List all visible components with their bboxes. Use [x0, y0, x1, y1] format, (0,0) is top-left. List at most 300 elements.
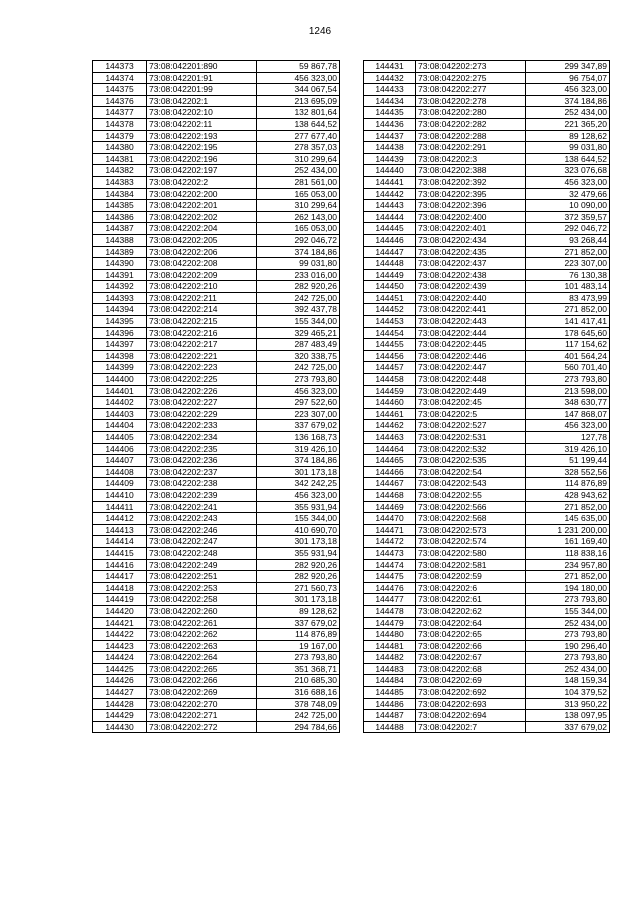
cadastral-value: 320 338,75	[257, 350, 340, 362]
cadastral-number: 73:08:042202:392	[416, 176, 526, 188]
cadastral-number: 73:08:042202:229	[147, 408, 257, 420]
table-row	[93, 107, 340, 119]
cadastral-number: 73:08:042202:449	[416, 385, 526, 397]
cadastral-number: 73:08:042202:543	[416, 478, 526, 490]
cadastral-number: 73:08:042202:209	[147, 269, 257, 281]
row-number: 144459	[364, 385, 416, 397]
cadastral-value: 319 426,10	[526, 443, 610, 455]
cadastral-value: 271 852,00	[526, 501, 610, 513]
cadastral-number: 73:08:042202:438	[416, 269, 526, 281]
table-row	[364, 223, 610, 235]
row-number: 144486	[364, 698, 416, 710]
cadastral-value: 99 031,80	[257, 258, 340, 270]
cadastral-number: 73:08:042202:200	[147, 188, 257, 200]
row-number: 144381	[93, 153, 147, 165]
cadastral-number: 73:08:042202:275	[416, 72, 526, 84]
table-row	[364, 501, 610, 513]
cadastral-value: 210 685,30	[257, 675, 340, 687]
cadastral-value: 51 199,44	[526, 455, 610, 467]
cadastral-value: 161 169,40	[526, 536, 610, 548]
table-row	[364, 698, 610, 710]
table-row	[93, 176, 340, 188]
table-row	[364, 408, 610, 420]
cadastral-number: 73:08:042202:531	[416, 432, 526, 444]
cadastral-number: 73:08:042202:66	[416, 640, 526, 652]
cadastral-value: 348 630,77	[526, 397, 610, 409]
table-row	[364, 374, 610, 386]
row-number: 144467	[364, 478, 416, 490]
cadastral-value: 104 379,52	[526, 687, 610, 699]
cadastral-value: 401 564,24	[526, 350, 610, 362]
table-row	[364, 350, 610, 362]
row-number: 144424	[93, 652, 147, 664]
row-number: 144430	[93, 721, 147, 733]
cadastral-value: 273 793,80	[526, 652, 610, 664]
row-number: 144410	[93, 489, 147, 501]
row-number: 144398	[93, 350, 147, 362]
row-number: 144431	[364, 61, 416, 73]
cadastral-number: 73:08:042202:61	[416, 594, 526, 606]
cadastral-value: 337 679,02	[526, 721, 610, 733]
cadastral-number: 73:08:042202:264	[147, 652, 257, 664]
row-number: 144394	[93, 304, 147, 316]
cadastral-value: 310 299,64	[257, 153, 340, 165]
cadastral-value: 560 701,40	[526, 362, 610, 374]
row-number: 144389	[93, 246, 147, 258]
cadastral-number: 73:08:042202:54	[416, 466, 526, 478]
cadastral-value: 301 173,18	[257, 594, 340, 606]
cadastral-value: 147 868,07	[526, 408, 610, 420]
cadastral-number: 73:08:042202:10	[147, 107, 257, 119]
cadastral-value: 328 552,56	[526, 466, 610, 478]
table-row	[93, 165, 340, 177]
cadastral-number: 73:08:042202:440	[416, 292, 526, 304]
row-number: 144473	[364, 547, 416, 559]
row-number: 144404	[93, 420, 147, 432]
cadastral-value: 281 561,00	[257, 176, 340, 188]
cadastral-value: 118 838,16	[526, 547, 610, 559]
cadastral-number: 73:08:042202:265	[147, 663, 257, 675]
cadastral-number: 73:08:042202:237	[147, 466, 257, 478]
row-number: 144457	[364, 362, 416, 374]
cadastral-value: 223 307,00	[526, 258, 610, 270]
cadastral-number: 73:08:042202:434	[416, 234, 526, 246]
cadastral-number: 73:08:042202:444	[416, 327, 526, 339]
table-row	[93, 211, 340, 223]
table-row	[364, 710, 610, 722]
table-row	[93, 95, 340, 107]
cadastral-value: 148 159,34	[526, 675, 610, 687]
cadastral-value: 165 053,00	[257, 223, 340, 235]
cadastral-value: 319 426,10	[257, 443, 340, 455]
table-row	[93, 223, 340, 235]
row-number: 144450	[364, 281, 416, 293]
row-number: 144465	[364, 455, 416, 467]
cadastral-value: 132 801,64	[257, 107, 340, 119]
row-number: 144397	[93, 339, 147, 351]
cadastral-value: 456 323,00	[526, 420, 610, 432]
cadastral-value: 252 434,00	[257, 165, 340, 177]
table-row	[93, 292, 340, 304]
cadastral-value: 278 357,03	[257, 142, 340, 154]
row-number: 144403	[93, 408, 147, 420]
row-number: 144384	[93, 188, 147, 200]
cadastral-value: 233 016,00	[257, 269, 340, 281]
row-number: 144423	[93, 640, 147, 652]
table-row	[364, 385, 610, 397]
cadastral-number: 73:08:042202:236	[147, 455, 257, 467]
row-number: 144456	[364, 350, 416, 362]
table-row	[364, 200, 610, 212]
table-row	[364, 443, 610, 455]
row-number: 144412	[93, 513, 147, 525]
cadastral-number: 73:08:042202:227	[147, 397, 257, 409]
table-row	[93, 698, 340, 710]
cadastral-number: 73:08:042202:67	[416, 652, 526, 664]
table-row	[93, 675, 340, 687]
row-number: 144439	[364, 153, 416, 165]
table-row	[364, 489, 610, 501]
table-row	[93, 478, 340, 490]
table-row	[364, 559, 610, 571]
row-number: 144469	[364, 501, 416, 513]
row-number: 144484	[364, 675, 416, 687]
table-row	[364, 316, 610, 328]
cadastral-number: 73:08:042202:249	[147, 559, 257, 571]
cadastral-number: 73:08:042202:692	[416, 687, 526, 699]
row-number: 144485	[364, 687, 416, 699]
table-row	[364, 513, 610, 525]
cadastral-value: 456 323,00	[257, 385, 340, 397]
row-number: 144427	[93, 687, 147, 699]
cadastral-value: 456 323,00	[526, 176, 610, 188]
cadastral-value: 344 067,54	[257, 84, 340, 96]
cadastral-value: 138 644,52	[526, 153, 610, 165]
cadastral-number: 73:08:042202:435	[416, 246, 526, 258]
table-row	[364, 687, 610, 699]
cadastral-number: 73:08:042202:55	[416, 489, 526, 501]
cadastral-number: 73:08:042202:263	[147, 640, 257, 652]
row-number: 144451	[364, 292, 416, 304]
cadastral-number: 73:08:042201:890	[147, 61, 257, 73]
table-row	[364, 95, 610, 107]
table-row	[364, 72, 610, 84]
table-row	[93, 547, 340, 559]
row-number: 144440	[364, 165, 416, 177]
table-row	[93, 594, 340, 606]
table-row	[364, 478, 610, 490]
table-row	[93, 652, 340, 664]
cadastral-value: 273 793,80	[526, 594, 610, 606]
table-row	[364, 594, 610, 606]
cadastral-number: 73:08:042202:269	[147, 687, 257, 699]
cadastral-value: 165 053,00	[257, 188, 340, 200]
cadastral-value: 89 128,62	[257, 605, 340, 617]
cadastral-value: 282 920,26	[257, 281, 340, 293]
row-number: 144487	[364, 710, 416, 722]
row-number: 144438	[364, 142, 416, 154]
cadastral-number: 73:08:042202:223	[147, 362, 257, 374]
row-number: 144454	[364, 327, 416, 339]
table-row	[364, 629, 610, 641]
cadastral-value: 299 347,89	[526, 61, 610, 73]
cadastral-number: 73:08:042202:396	[416, 200, 526, 212]
table-row	[93, 153, 340, 165]
table-row	[93, 629, 340, 641]
cadastral-number: 73:08:042202:291	[416, 142, 526, 154]
row-number: 144482	[364, 652, 416, 664]
cadastral-value: 93 268,44	[526, 234, 610, 246]
cadastral-number: 73:08:042202:62	[416, 605, 526, 617]
row-number: 144442	[364, 188, 416, 200]
cadastral-number: 73:08:042202:273	[416, 61, 526, 73]
row-number: 144399	[93, 362, 147, 374]
row-number: 144480	[364, 629, 416, 641]
row-number: 144421	[93, 617, 147, 629]
cadastral-number: 73:08:042202:270	[147, 698, 257, 710]
table-row	[364, 339, 610, 351]
table-row	[93, 142, 340, 154]
cadastral-value: 271 852,00	[526, 304, 610, 316]
table-row	[364, 118, 610, 130]
cadastral-number: 73:08:042202:195	[147, 142, 257, 154]
cadastral-number: 73:08:042202:437	[416, 258, 526, 270]
row-number: 144417	[93, 571, 147, 583]
cadastral-value: 252 434,00	[526, 107, 610, 119]
table-row	[93, 61, 340, 73]
cadastral-value: 83 473,99	[526, 292, 610, 304]
cadastral-number: 73:08:042202:204	[147, 223, 257, 235]
cadastral-value: 374 184,86	[257, 455, 340, 467]
cadastral-number: 73:08:042202:278	[416, 95, 526, 107]
cadastral-value: 428 943,62	[526, 489, 610, 501]
cadastral-number: 73:08:042202:235	[147, 443, 257, 455]
row-number: 144460	[364, 397, 416, 409]
cadastral-number: 73:08:042202:193	[147, 130, 257, 142]
cadastral-value: 213 598,00	[526, 385, 610, 397]
table-row	[364, 536, 610, 548]
cadastral-value: 155 344,00	[526, 605, 610, 617]
cadastral-value: 271 560,73	[257, 582, 340, 594]
cadastral-value: 221 365,20	[526, 118, 610, 130]
cadastral-number: 73:08:042202:214	[147, 304, 257, 316]
cadastral-value: 114 876,89	[526, 478, 610, 490]
table-row	[364, 675, 610, 687]
cadastral-number: 73:08:042202:197	[147, 165, 257, 177]
cadastral-value: 89 128,62	[526, 130, 610, 142]
row-number: 144377	[93, 107, 147, 119]
table-row	[93, 687, 340, 699]
cadastral-value: 337 679,02	[257, 420, 340, 432]
cadastral-number: 73:08:042202:445	[416, 339, 526, 351]
table-row	[93, 536, 340, 548]
cadastral-value: 323 076,68	[526, 165, 610, 177]
table-row	[93, 524, 340, 536]
row-number: 144401	[93, 385, 147, 397]
table-row	[364, 605, 610, 617]
table-row	[364, 84, 610, 96]
table-row	[364, 292, 610, 304]
row-number: 144409	[93, 478, 147, 490]
row-number: 144416	[93, 559, 147, 571]
cadastral-value: 223 307,00	[257, 408, 340, 420]
row-number: 144475	[364, 571, 416, 583]
cadastral-number: 73:08:042202:226	[147, 385, 257, 397]
cadastral-number: 73:08:042202:262	[147, 629, 257, 641]
cadastral-number: 73:08:042202:201	[147, 200, 257, 212]
cadastral-value: 242 725,00	[257, 710, 340, 722]
table-row	[93, 72, 340, 84]
cadastral-value: 271 852,00	[526, 571, 610, 583]
table-row	[93, 246, 340, 258]
cadastral-value: 234 957,80	[526, 559, 610, 571]
cadastral-value: 273 793,80	[257, 652, 340, 664]
table-row	[93, 559, 340, 571]
table-row	[93, 443, 340, 455]
table-row	[93, 710, 340, 722]
row-number: 144395	[93, 316, 147, 328]
row-number: 144390	[93, 258, 147, 270]
cadastral-value: 342 242,25	[257, 478, 340, 490]
table-row	[364, 327, 610, 339]
row-number: 144385	[93, 200, 147, 212]
cadastral-value: 194 180,00	[526, 582, 610, 594]
table-row	[364, 652, 610, 664]
row-number: 144420	[93, 605, 147, 617]
cadastral-number: 73:08:042202:243	[147, 513, 257, 525]
table-row	[93, 489, 340, 501]
cadastral-value: 378 748,09	[257, 698, 340, 710]
cadastral-number: 73:08:042202:2	[147, 176, 257, 188]
cadastral-number: 73:08:042202:271	[147, 710, 257, 722]
row-number: 144445	[364, 223, 416, 235]
row-number: 144382	[93, 165, 147, 177]
row-number: 144388	[93, 234, 147, 246]
cadastral-value: 252 434,00	[526, 663, 610, 675]
cadastral-value: 456 323,00	[526, 84, 610, 96]
table-row	[93, 130, 340, 142]
row-number: 144476	[364, 582, 416, 594]
row-number: 144481	[364, 640, 416, 652]
cadastral-number: 73:08:042202:208	[147, 258, 257, 270]
cadastral-value: 32 479,66	[526, 188, 610, 200]
row-number: 144387	[93, 223, 147, 235]
row-number: 144375	[93, 84, 147, 96]
row-number: 144443	[364, 200, 416, 212]
table-row	[93, 420, 340, 432]
cadastral-number: 73:08:042202:446	[416, 350, 526, 362]
row-number: 144405	[93, 432, 147, 444]
table-row	[364, 269, 610, 281]
cadastral-table-left	[92, 60, 340, 733]
row-number: 144433	[364, 84, 416, 96]
table-row	[364, 582, 610, 594]
row-number: 144432	[364, 72, 416, 84]
cadastral-number: 73:08:042201:99	[147, 84, 257, 96]
row-number: 144434	[364, 95, 416, 107]
table-row	[93, 316, 340, 328]
cadastral-value: 242 725,00	[257, 292, 340, 304]
cadastral-number: 73:08:042202:211	[147, 292, 257, 304]
row-number: 144436	[364, 118, 416, 130]
table-row	[93, 385, 340, 397]
cadastral-number: 73:08:042202:64	[416, 617, 526, 629]
cadastral-number: 73:08:042202:221	[147, 350, 257, 362]
row-number: 144461	[364, 408, 416, 420]
table-row	[93, 374, 340, 386]
table-row	[93, 118, 340, 130]
cadastral-value: 96 754,07	[526, 72, 610, 84]
table-row	[364, 281, 610, 293]
cadastral-number: 73:08:042202:246	[147, 524, 257, 536]
cadastral-value: 99 031,80	[526, 142, 610, 154]
row-number: 144406	[93, 443, 147, 455]
cadastral-number: 73:08:042202:251	[147, 571, 257, 583]
table-row	[93, 362, 340, 374]
row-number: 144478	[364, 605, 416, 617]
cadastral-number: 73:08:042202:581	[416, 559, 526, 571]
row-number: 144418	[93, 582, 147, 594]
cadastral-value: 114 876,89	[257, 629, 340, 641]
cadastral-number: 73:08:042202:694	[416, 710, 526, 722]
row-number: 144429	[93, 710, 147, 722]
row-number: 144408	[93, 466, 147, 478]
cadastral-number: 73:08:042202:277	[416, 84, 526, 96]
table-row	[364, 466, 610, 478]
cadastral-value: 10 090,00	[526, 200, 610, 212]
cadastral-value: 19 167,00	[257, 640, 340, 652]
row-number: 144400	[93, 374, 147, 386]
row-number: 144392	[93, 281, 147, 293]
cadastral-value: 138 097,95	[526, 710, 610, 722]
cadastral-number: 73:08:042202:210	[147, 281, 257, 293]
cadastral-value: 1 231 200,00	[526, 524, 610, 536]
row-number: 144428	[93, 698, 147, 710]
cadastral-number: 73:08:042202:261	[147, 617, 257, 629]
row-number: 144455	[364, 339, 416, 351]
cadastral-number: 73:08:042202:59	[416, 571, 526, 583]
table-row	[364, 547, 610, 559]
table-row	[93, 327, 340, 339]
row-number: 144458	[364, 374, 416, 386]
table-row	[364, 362, 610, 374]
cadastral-number: 73:08:042202:260	[147, 605, 257, 617]
table-row	[364, 258, 610, 270]
cadastral-number: 73:08:042202:68	[416, 663, 526, 675]
table-row	[93, 513, 340, 525]
cadastral-value: 313 950,22	[526, 698, 610, 710]
cadastral-value: 262 143,00	[257, 211, 340, 223]
cadastral-value: 310 299,64	[257, 200, 340, 212]
table-row	[364, 524, 610, 536]
cadastral-value: 294 784,66	[257, 721, 340, 733]
cadastral-number: 73:08:042202:532	[416, 443, 526, 455]
table-row	[364, 107, 610, 119]
cadastral-number: 73:08:042202:196	[147, 153, 257, 165]
row-number: 144435	[364, 107, 416, 119]
cadastral-value: 337 679,02	[257, 617, 340, 629]
table-row	[93, 617, 340, 629]
table-row	[93, 84, 340, 96]
cadastral-number: 73:08:042202:574	[416, 536, 526, 548]
cadastral-number: 73:08:042202:215	[147, 316, 257, 328]
row-number: 144426	[93, 675, 147, 687]
table-row	[93, 466, 340, 478]
cadastral-number: 73:08:042202:216	[147, 327, 257, 339]
table-row	[93, 281, 340, 293]
cadastral-number: 73:08:042202:205	[147, 234, 257, 246]
table-row	[93, 258, 340, 270]
